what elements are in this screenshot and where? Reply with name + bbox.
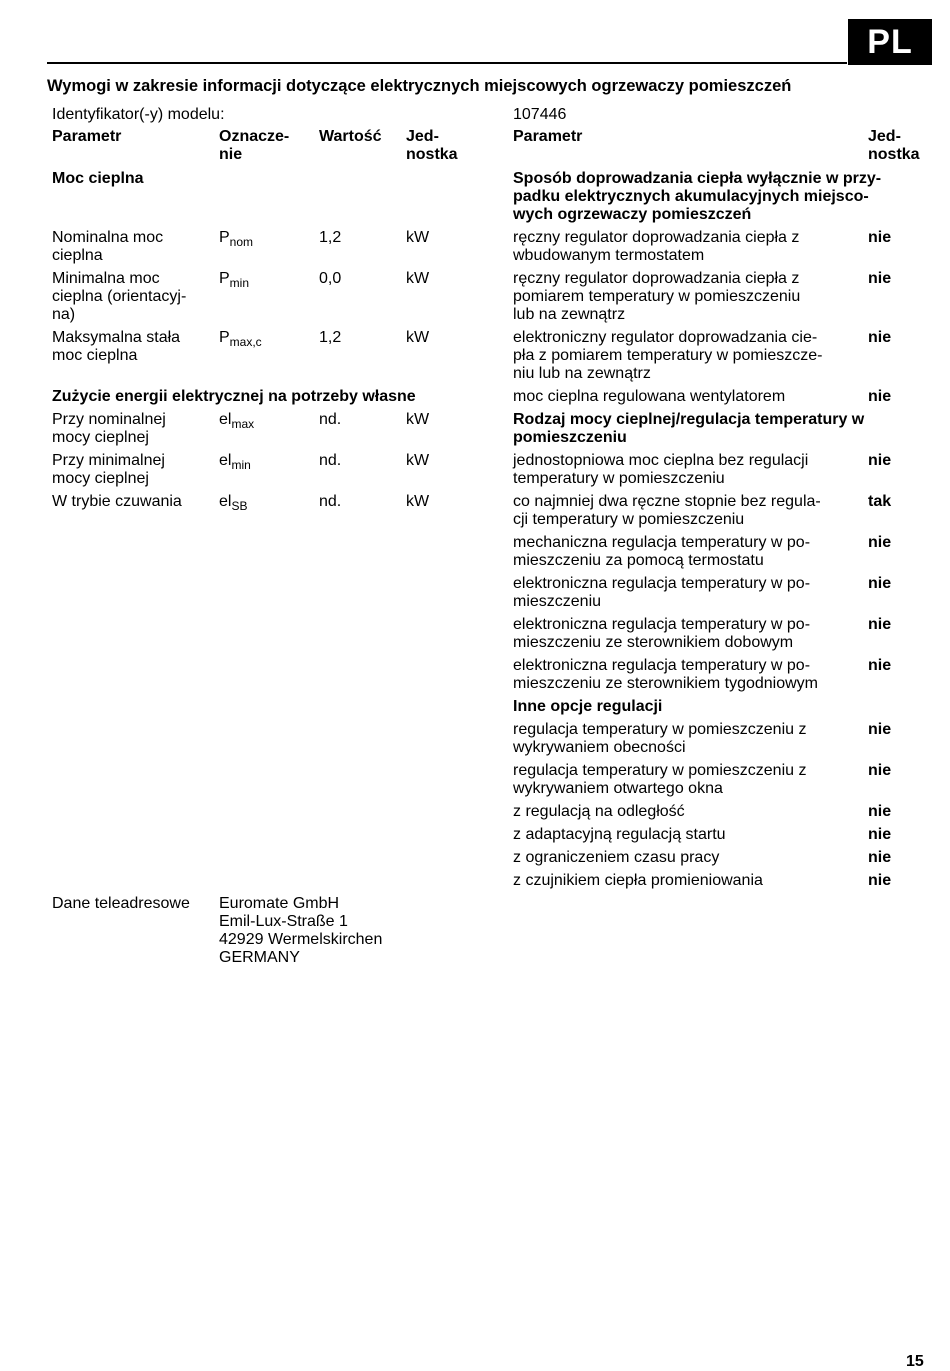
symbol-base: el [219, 493, 232, 510]
contact-street: Emil-Lux-Straße 1 [219, 913, 348, 930]
control-row-label-line: niu lub na zewnątrz [513, 365, 651, 382]
heat-row-unit: kW [406, 270, 430, 287]
control-row-label-line: elektroniczna regulacja temperatury w po- [513, 657, 811, 674]
control-row-value: nie [868, 270, 892, 287]
symbol-subscript: nom [229, 235, 254, 249]
aux-row-label-line: mocy cieplnej [52, 429, 149, 446]
symbol-subscript: max [231, 417, 255, 431]
right-header-parametr: Parametr [513, 128, 583, 145]
control-row-value: nie [868, 388, 892, 405]
control-row-label [513, 388, 785, 406]
aux-row-label-line: Przy nominalnej [52, 411, 166, 428]
control-row-label-line: ręczny regulator doprowadzania ciepła z [513, 270, 800, 287]
aux-row-label-line: mocy cieplnej [52, 470, 149, 487]
control-row-label-line: wykrywaniem otwartego okna [513, 780, 723, 797]
left-header-oznaczenie-line: Oznacze- [219, 128, 290, 145]
aux-row-unit: kW [406, 411, 430, 428]
aux-row-label-line: W trybie czuwania [52, 493, 182, 510]
aux-consumption-section-title: Zużycie energii elektrycznej na potrzeby własne [52, 388, 416, 405]
symbol-subscript: max,c [229, 335, 262, 349]
control-row-value: tak [868, 493, 892, 510]
contact-city: 42929 Wermelskirchen [219, 931, 383, 948]
right-header-jednostka-line: nostka [868, 146, 920, 163]
symbol-base: P [219, 329, 230, 346]
symbol-base: el [219, 411, 232, 428]
control-row-label-line: wykrywaniem obecności [513, 739, 686, 756]
left-header-oznaczenie [219, 128, 289, 164]
aux-row-label-line: Przy minimalnej [52, 452, 165, 469]
heat-row-value: 1,2 [319, 329, 342, 346]
control-row-label-line: wbudowanym termostatem [513, 247, 705, 264]
left-header-parametr: Parametr [52, 128, 122, 145]
control-row-label-line: z regulacją na odległość [513, 803, 685, 820]
control-row-label [513, 270, 800, 324]
control-row-value: nie [868, 849, 892, 866]
control-row-value: nie [868, 229, 892, 246]
control-row-label [513, 452, 808, 488]
control-row-label-line: regulacja temperatury w pomieszczeniu z [513, 762, 807, 779]
left-header-oznaczenie-line: nie [219, 146, 243, 163]
control-row-label-line: pła z pomiarem temperatury w pomieszcze- [513, 347, 823, 364]
control-row-label-line: elektroniczny regulator doprowadzania cie- [513, 329, 818, 346]
section-title-line: Sposób doprowadzania ciepła wyłącznie w przy- [513, 170, 882, 187]
heat-row-value: 0,0 [319, 270, 342, 287]
aux-row-value: nd. [319, 411, 342, 428]
symbol-subscript: min [231, 458, 251, 472]
contact-label: Dane teleadresowe [52, 895, 190, 912]
symbol-base: P [219, 229, 230, 246]
aux-row-label [52, 411, 166, 447]
control-row-label-line: temperatury w pomieszczeniu [513, 470, 725, 487]
control-row-value: nie [868, 762, 892, 779]
heat-row-label-line: cieplna [52, 247, 103, 264]
control-row-value: nie [868, 329, 892, 346]
control-row-label-line: mechaniczna regulacja temperatury w po- [513, 534, 811, 551]
heat-row-unit: kW [406, 229, 430, 246]
control-row-label [513, 826, 726, 844]
aux-row-symbol [219, 452, 251, 470]
control-row-label [513, 329, 822, 383]
room-temp-section-title [513, 411, 864, 447]
aux-row-unit: kW [406, 493, 430, 510]
control-row-label [513, 803, 685, 821]
heat-row-label-line: na) [52, 306, 76, 323]
heat-row-label [52, 329, 180, 365]
section-title-line: Rodzaj mocy cieplnej/regulacja temperatury w [513, 411, 865, 428]
document-title: Wymogi w zakresie informacji dotyczące elektrycznych miejscowych ogrzewaczy pomieszczeń [47, 77, 792, 95]
control-row-label-line: mieszczeniu ze sterownikiem tygodniowym [513, 675, 818, 692]
heat-row-label [52, 270, 186, 324]
page-number: 15 [906, 1353, 924, 1370]
model-id-label: Identyfikator(-y) modelu: [52, 106, 225, 123]
control-row-label [513, 762, 806, 798]
control-row-label-line: mieszczeniu za pomocą termostatu [513, 552, 764, 569]
heat-row-label-line: moc cieplna [52, 347, 138, 364]
heat-row-label-line: Nominalna moc [52, 229, 164, 246]
control-row-label [513, 872, 763, 890]
control-row-value: nie [868, 575, 892, 592]
left-header-wartosc: Wartość [319, 128, 382, 145]
other-options-section-title [513, 698, 662, 716]
control-row-label-line: lub na zewnątrz [513, 306, 626, 323]
right-header-jednostka [868, 128, 920, 164]
header-rule [47, 62, 847, 64]
control-row-label-line: pomiarem temperatury w pomieszczeniu [513, 288, 801, 305]
contact-address [219, 895, 382, 967]
control-row-label-line: elektroniczna regulacja temperatury w po- [513, 575, 811, 592]
section-title-line: pomieszczeniu [513, 429, 627, 446]
heat-output-section-title: Moc cieplna [52, 170, 144, 187]
section-title-line: wych ogrzewaczy pomieszczeń [513, 206, 752, 223]
aux-row-label [52, 493, 182, 511]
left-header-jednostka-line: nostka [406, 146, 458, 163]
control-row-label [513, 534, 810, 570]
symbol-subscript: min [229, 276, 250, 290]
control-row-value: nie [868, 452, 892, 469]
model-id-value: 107446 [513, 106, 567, 123]
control-row-label-line: moc cieplna regulowana wentylatorem [513, 388, 786, 405]
language-badge: PL [848, 19, 932, 65]
control-row-value: nie [868, 803, 892, 820]
control-row-label [513, 849, 719, 867]
aux-row-symbol [219, 411, 254, 429]
aux-row-symbol [219, 493, 247, 511]
control-row-label-line: ręczny regulator doprowadzania ciepła z [513, 229, 800, 246]
control-row-value: nie [868, 826, 892, 843]
left-header-jednostka-line: Jed- [406, 128, 439, 145]
aux-row-value: nd. [319, 452, 342, 469]
aux-row-value: nd. [319, 493, 342, 510]
heat-row-label-line: Maksymalna stała [52, 329, 181, 346]
aux-row-label [52, 452, 165, 488]
symbol-base: P [219, 270, 230, 287]
heat-row-value: 1,2 [319, 229, 342, 246]
control-row-label [513, 493, 821, 529]
control-row-label-line: z czujnikiem ciepła promieniowania [513, 872, 763, 889]
heat-row-label [52, 229, 163, 265]
heat-row-symbol [219, 270, 249, 288]
control-row-label-line: co najmniej dwa ręczne stopnie bez regula- [513, 493, 821, 510]
control-row-label-line: jednostopniowa moc cieplna bez regulacji [513, 452, 809, 469]
right-header-jednostka-line: Jed- [868, 128, 901, 145]
control-row-value: nie [868, 657, 892, 674]
heat-row-symbol [219, 229, 253, 247]
control-row-value: nie [868, 872, 892, 889]
contact-country: GERMANY [219, 949, 300, 966]
control-row-label [513, 575, 810, 611]
left-header-jednostka [406, 128, 458, 164]
heat-row-label-line: Minimalna moc [52, 270, 160, 287]
control-row-label-line: regulacja temperatury w pomieszczeniu z [513, 721, 807, 738]
control-row-label-line: elektroniczna regulacja temperatury w po- [513, 616, 811, 633]
control-row-label-line: z adaptacyjną regulacją startu [513, 826, 726, 843]
control-row-label [513, 657, 818, 693]
aux-row-unit: kW [406, 452, 430, 469]
heat-row-symbol [219, 329, 262, 347]
control-row-label-line: z ograniczeniem czasu pracy [513, 849, 720, 866]
heat-row-label-line: cieplna (orientacyj- [52, 288, 187, 305]
section-title-line: Inne opcje regulacji [513, 698, 663, 715]
control-row-label [513, 229, 799, 265]
control-row-label-line: mieszczeniu [513, 593, 602, 610]
heat-row-unit: kW [406, 329, 430, 346]
control-row-label-line: mieszczeniu ze sterownikiem dobowym [513, 634, 794, 651]
heat-input-section-title [513, 170, 881, 224]
symbol-subscript: SB [231, 499, 248, 513]
symbol-base: el [219, 452, 232, 469]
section-title-line: padku elektrycznych akumulacyjnych miejsco- [513, 188, 869, 205]
contact-company: Euromate GmbH [219, 895, 340, 912]
control-row-label [513, 721, 806, 757]
control-row-value: nie [868, 534, 892, 551]
control-row-label-line: cji temperatury w pomieszczeniu [513, 511, 745, 528]
control-row-label [513, 616, 810, 652]
control-row-value: nie [868, 616, 892, 633]
control-row-value: nie [868, 721, 892, 738]
